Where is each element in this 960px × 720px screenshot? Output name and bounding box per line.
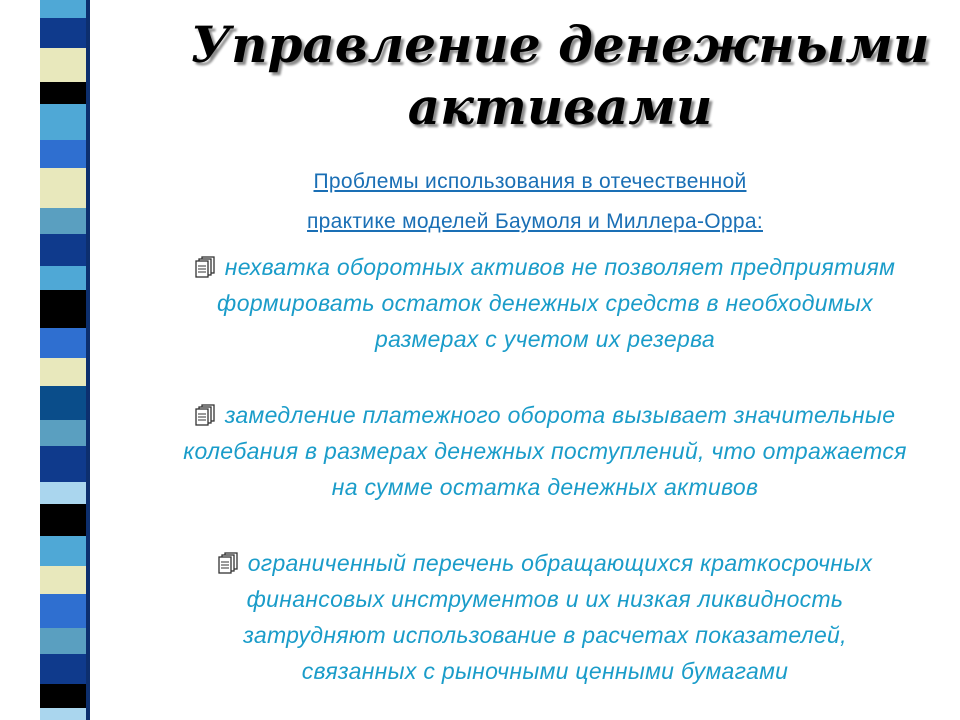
- stripe-segment: [40, 290, 86, 328]
- bullet-item-3: [185, 545, 905, 689]
- stripe-segment: [40, 328, 86, 358]
- note-stack-icon: [195, 404, 217, 426]
- stripe-segment: [40, 234, 86, 266]
- stripe-segment: [40, 386, 86, 420]
- bullet-text: нехватка оборотных активов не позволяет предприятиям формировать остаток денежных средств в необходимых размерах с учетом их резерва: [217, 254, 896, 352]
- stripe-segment: [40, 684, 86, 708]
- stripe-segment: [40, 48, 86, 82]
- slide-title: Управление денежными активами: [190, 15, 930, 136]
- stripe-pattern: [0, 0, 108, 720]
- note-stack-icon: [195, 256, 217, 278]
- stripe-edge: [86, 0, 90, 720]
- bullet-text: ограниченный перечень обращающихся краткосрочных финансовых инструментов и их низкая ликвидность затрудняют использование в расчетах показателей, связанных с рыночными ценными бумагами: [243, 550, 873, 684]
- stripe-segment: [40, 0, 86, 18]
- stripe-segment: [40, 358, 86, 386]
- stripe-segment: [40, 654, 86, 684]
- stripe-segment: [40, 504, 86, 536]
- stripe-segment: [40, 266, 86, 290]
- decorative-stripe-bar: [0, 0, 108, 720]
- stripe-segment: [40, 18, 86, 48]
- stripe-segment: [40, 566, 86, 594]
- stripe-segment: [40, 82, 86, 104]
- stripe-segment: [40, 708, 86, 720]
- stripe-segment: [40, 594, 86, 628]
- stripe-segment: [40, 208, 86, 234]
- stripe-segment: [40, 446, 86, 482]
- stripe-segment: [40, 104, 86, 140]
- subtitle-line-1: Проблемы использования в отечественной: [313, 170, 747, 193]
- bullet-item-1: [185, 249, 905, 357]
- note-stack-icon: [218, 552, 240, 574]
- stripe-segment: [40, 140, 86, 168]
- stripe-segment: [40, 482, 86, 504]
- bullet-item-2: [175, 397, 915, 505]
- subtitle-line-2: практике моделей Баумоля и Миллера-Орра:: [307, 210, 763, 233]
- stripe-segment: [40, 628, 86, 654]
- stripe-segment: [40, 168, 86, 208]
- stripe-segment: [40, 420, 86, 446]
- stripe-segment: [40, 536, 86, 566]
- bullet-text: замедление платежного оборота вызывает значительные колебания в размерах денежных поступлений, что отражается на сумме остатка денежных активов: [183, 402, 907, 500]
